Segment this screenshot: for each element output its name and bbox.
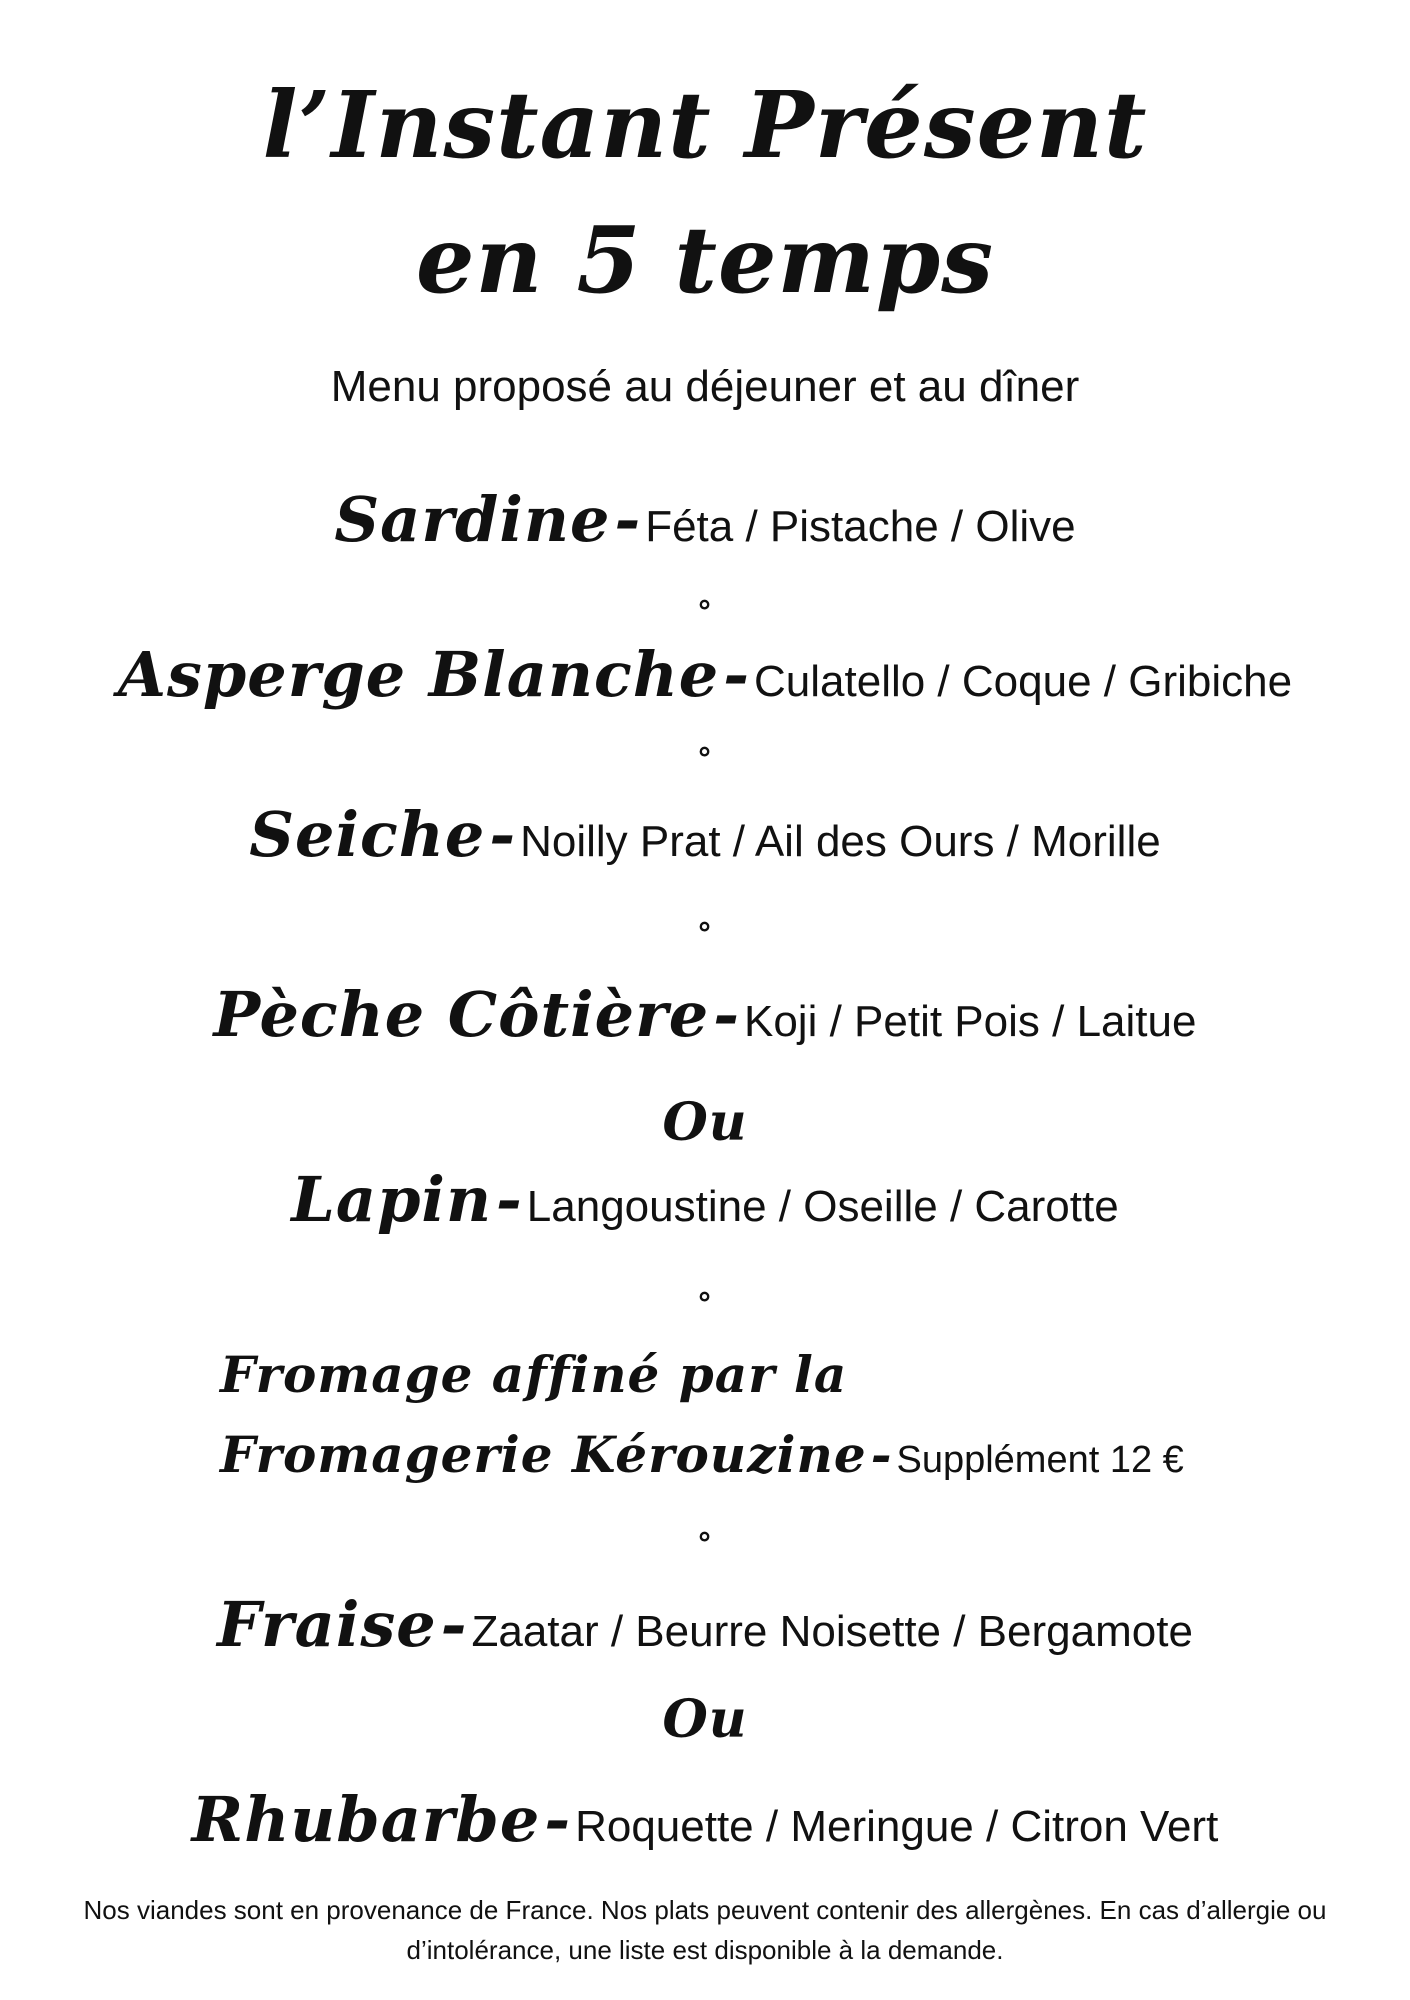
course-rhubarbe <box>0 1780 1410 1877</box>
or-separator: Ou <box>662 1092 748 1153</box>
course-sardine <box>0 480 1410 577</box>
dish-name: Asperge Blanche <box>117 638 720 711</box>
course-fraise <box>0 1585 1410 1682</box>
dish-name: Lapin <box>291 1163 493 1236</box>
menu-subtitle: Menu proposé au déjeuner et au dîner <box>330 362 1080 411</box>
cheese-line-2 <box>220 1415 1184 1508</box>
separator-dot: ° <box>697 917 713 952</box>
dish-name: Fraise <box>217 1588 437 1661</box>
title-line-2: en 5 temps <box>416 206 994 314</box>
course-seiche <box>0 795 1410 892</box>
dish-dash: - <box>723 638 750 711</box>
course-asperge-blanche <box>0 635 1410 732</box>
dish-dash: - <box>496 1163 523 1236</box>
cheese-supplement: Supplément 12 € <box>896 1439 1184 1481</box>
separator-dot: ° <box>697 1527 713 1562</box>
title-line-1: l’Instant Présent <box>262 71 1148 179</box>
cheese-name-line2: Fromagerie Kérouzine <box>220 1425 867 1484</box>
dish-name: Sardine <box>334 483 611 556</box>
dish-ingredients: Koji / Petit Pois / Laitue <box>743 997 1197 1046</box>
dish-ingredients: Roquette / Meringue / Citron Vert <box>575 1802 1219 1851</box>
dish-ingredients: Culatello / Coque / Gribiche <box>754 657 1293 706</box>
dish-ingredients: Langoustine / Oseille / Carotte <box>526 1182 1119 1231</box>
separator-dot: ° <box>697 742 713 777</box>
course-peche-cotiere <box>0 975 1410 1072</box>
dish-dash: - <box>440 1588 468 1661</box>
dish-dash: - <box>713 978 740 1051</box>
separator-dot: ° <box>697 1287 713 1322</box>
dish-ingredients: Zaatar / Beurre Noisette / Bergamote <box>471 1607 1193 1656</box>
dish-dash: - <box>614 483 642 556</box>
dish-name: Rhubarbe <box>191 1783 541 1856</box>
dish-name: Pèche Côtière <box>213 978 710 1051</box>
course-lapin <box>0 1160 1410 1257</box>
allergen-footer: Nos viandes sont en provenance de France. Nos plats peuvent contenir des allergènes. En cas d’allergie ou d’intolérance, une liste est disponible à la demande. <box>83 1895 1327 1965</box>
dish-ingredients: Féta / Pistache / Olive <box>645 502 1076 551</box>
cheese-dash: - <box>870 1425 893 1484</box>
dish-dash: - <box>544 1783 572 1856</box>
or-separator: Ou <box>662 1689 748 1750</box>
separator-dot: ° <box>697 595 713 630</box>
dish-dash: - <box>489 798 517 871</box>
cheese-name-line1: Fromage affiné par la <box>220 1345 848 1404</box>
dish-name: Seiche <box>249 798 486 871</box>
dish-ingredients: Noilly Prat / Ail des Ours / Morille <box>520 817 1161 866</box>
